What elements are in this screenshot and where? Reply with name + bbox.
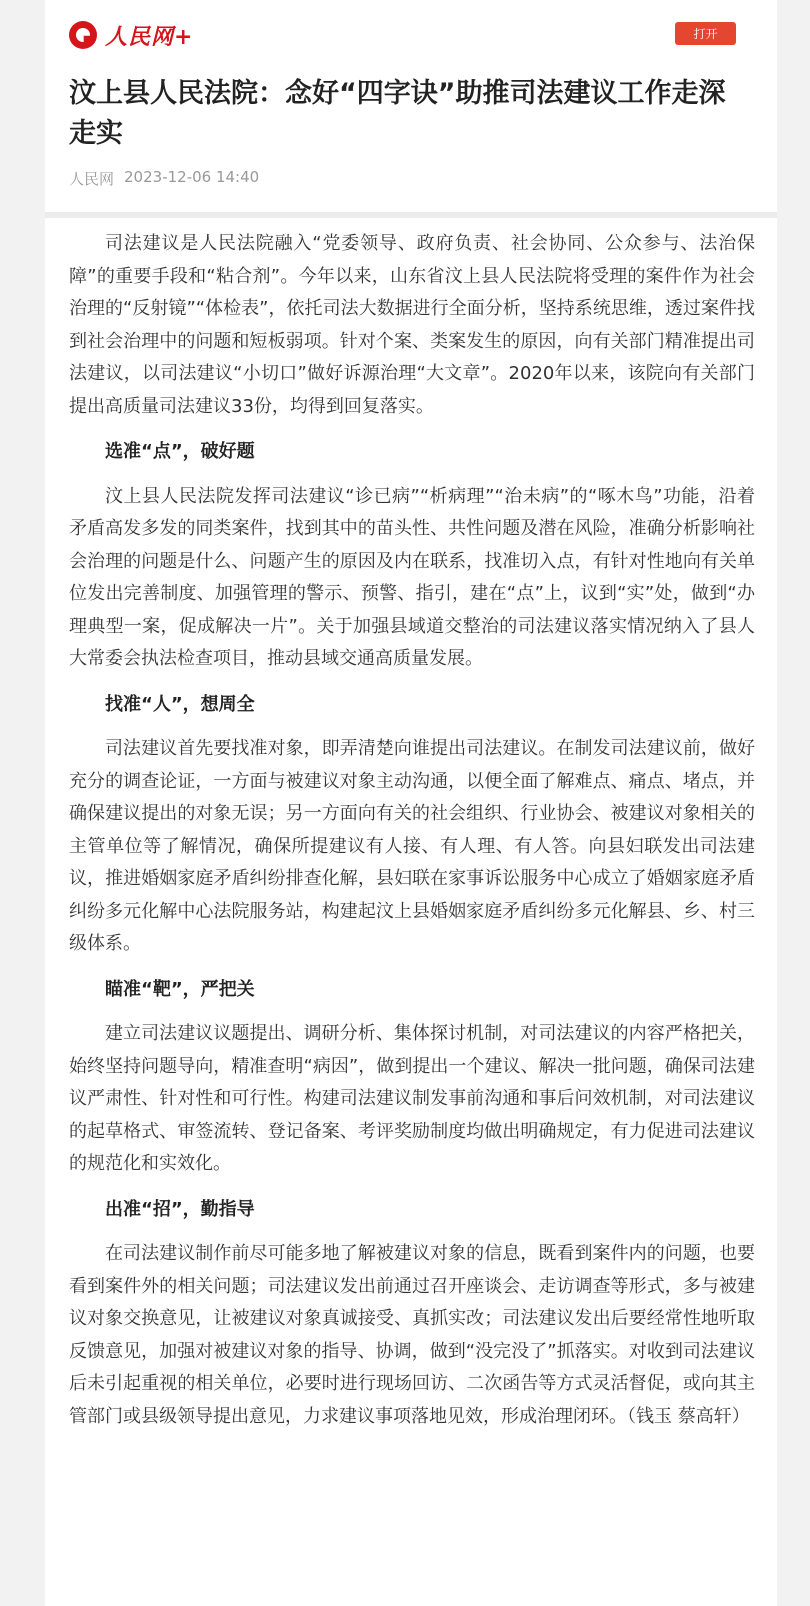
article-datetime: 2023-12-06 14:40 <box>124 168 260 186</box>
article-page <box>45 0 777 1606</box>
section-paragraph: 建立司法建议议题提出、调研分析、集体探讨机制，对司法建议的内容严格把关，始终坚持问题导向，精准查明“病因”，做到提出一个建议、解决一批问题，确保司法建议严肃性、针对性和可行性。构建司法建议制发事前沟通和事后问效机制，对司法建议的起草格式、审签流转、登记备案、考评奖励制度均做出明确规定，有力促进司法建议的规范化和实效化。 <box>69 1023 755 1174</box>
article-meta <box>69 168 259 189</box>
article-source: 人民网 <box>69 170 115 188</box>
section-heading: 找准“人”，想周全 <box>105 693 255 715</box>
section-paragraph: 在司法建议制作前尽可能多地了解被建议对象的信息，既看到案件内的问题，也要看到案件外的相关问题；司法建议发出前通过召开座谈会、走访调查等形式，多与被建议对象交换意见，让被建议对象真诚接受、真抓实改；司法建议发出后要经常性地听取反馈意见，加强对被建议对象的指导、协调，做到“没完没了”抓落实。对收到司法建议后未引起重视的相关单位，必要时进行现场回访、二次函告等方式灵活督促，或向其主管部门或县级领导提出意见，力求建议事项落地见效，形成治理闭环。（钱玉 蔡高轩） <box>69 1243 755 1427</box>
header-divider <box>45 212 777 218</box>
people-daily-logo-icon <box>69 21 97 49</box>
section-paragraph: 汶上县人民法院发挥司法建议“诊已病”“析病理”“治未病”的“啄木鸟”功能，沿着矛盾高发多发的同类案件，找到其中的苗头性、共性问题及潜在风险，准确分析影响社会治理的问题是什么、问题产生的原因及内在联系，找准切入点，有针对性地向有关单位发出完善制度、加强管理的警示、预警、指引，建在“点”上，议到“实”处，做到“办理典型一案，促成解决一片”。关于加强县域道交整治的司法建议落实情况纳入了县人大常委会执法检查项目，推动县域交通高质量发展。 <box>69 485 755 669</box>
section-paragraph: 司法建议首先要找准对象，即弄清楚向谁提出司法建议。在制发司法建议前，做好充分的调查论证，一方面与被建议对象主动沟通，以便全面了解难点、痛点、堵点，并确保建议提出的对象无误；另一方面向有关的社会组织、行业协会、被建议对象相关的主管单位等了解情况，确保所提建议有人接、有人理、有人答。向县妇联发出司法建议，推进婚姻家庭矛盾纠纷排查化解，县妇联在家事诉讼服务中心成立了婚姻家庭矛盾纠纷多元化解中心法院服务站，构建起汶上县婚姻家庭矛盾纠纷多元化解县、乡、村三级体系。 <box>69 738 755 954</box>
article-header <box>45 0 777 212</box>
section-heading: 选准“点”，破好题 <box>105 441 255 462</box>
logo-text: 人民网+ <box>105 23 194 50</box>
intro-paragraph: 司法建议是人民法院融入“党委领导、政府负责、社会协同、公众参与、法治保障”的重要手段和“粘合剂”。今年以来，山东省汶上县人民法院将受理的案件作为社会治理的“反射镜”“体检表”，依托司法大数据进行全面分析，坚持系统思维，透过案件找到社会治理中的问题和短板弱项。针对个案、类案发生的原因，向有关部门精准提出司法建议，以司法建议“小切口”做好诉源治理“大文章”。2020年以来，该院向有关部门提出高质量司法建议33份，均得到回复落实。 <box>69 233 755 417</box>
site-logo[interactable] <box>69 20 193 50</box>
article-body <box>69 228 755 1446</box>
open-app-button[interactable]: 打开 <box>675 22 736 45</box>
section-heading: 瞄准“靶”，严把关 <box>105 978 255 1000</box>
section-heading: 出准“招”，勤指导 <box>105 1198 255 1220</box>
page-title: 汶上县人民法院：念好“四字诀”助推司法建议工作走深走实 <box>69 78 726 149</box>
